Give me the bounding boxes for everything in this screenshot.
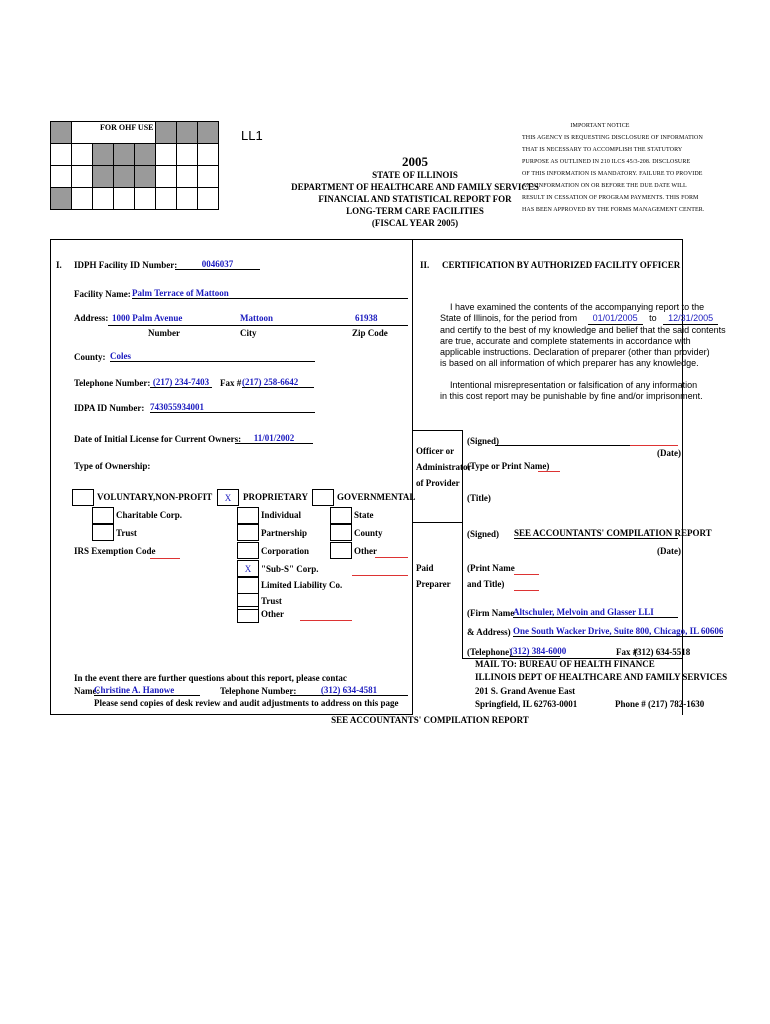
partnership-checkbox[interactable] (237, 524, 259, 541)
zip-caption: Zip Code (352, 328, 388, 338)
office-use-row (51, 166, 219, 188)
cert-line-3: and certify to the best of my knowledge and belief that the said contents (440, 325, 726, 335)
officer-box (413, 430, 463, 523)
fax-value: (217) 258-6642 (242, 377, 314, 388)
officer-date-line (630, 445, 678, 446)
subs-label: "Sub-S" Corp. (261, 564, 319, 574)
mail-phone: Phone # (217) 782-1630 (615, 699, 705, 709)
llc-label: Limited Liability Co. (261, 580, 343, 590)
office-use-cell (198, 166, 219, 188)
street-value: 1000 Palm Avenue (112, 313, 183, 323)
county-label: County: (74, 352, 106, 362)
license-label: Date of Initial License for Current Owners: (74, 434, 242, 444)
mail-line-4: Springfield, IL 62763-0001 (475, 699, 578, 709)
voluntary-label: VOLUNTARY,NON-PROFIT (97, 492, 213, 502)
idpa-value: 743055934001 (150, 402, 315, 413)
notice-line: OF THIS INFORMATION IS MANDATORY. FAILURE TO PROVIDE (522, 171, 703, 177)
title-label: (Title) (467, 493, 491, 503)
officer-date-label: (Date) (657, 448, 681, 458)
mail-line-1: MAIL TO: BUREAU OF HEALTH FINANCE (475, 659, 655, 669)
notice-line: RESULT IN CESSATION OF PROGRAM PAYMENTS. THIS FORM (522, 195, 699, 201)
governmental-checkbox[interactable] (312, 489, 334, 506)
phone-label: Telephone Number: (74, 378, 151, 388)
office-use-cell (93, 166, 114, 188)
firm-address-label: & Address) (467, 627, 511, 637)
office-use-cell (72, 188, 93, 210)
phone-value: (217) 234-7403 (150, 377, 212, 388)
preparer-vline (462, 523, 463, 659)
officer-label-1: Officer or (416, 446, 455, 456)
corporation-label: Corporation (261, 546, 309, 556)
preparer-fax-value: (312) 634-5518 (634, 647, 691, 657)
form-code: LL1 (241, 128, 263, 143)
office-use-cell (177, 188, 198, 210)
firm-name-label: (Firm Name (467, 608, 515, 618)
fiscal-year: (FISCAL YEAR 2005) (371, 218, 459, 228)
cert-line-4: are true, accurate and complete statements in accordance with (440, 336, 691, 346)
report-title: FINANCIAL AND STATISTICAL REPORT FOR (318, 194, 512, 204)
charitable-label: Charitable Corp. (116, 510, 182, 520)
trust2-label: Trust (261, 596, 282, 606)
state-checkbox[interactable] (330, 507, 352, 524)
certification-title: CERTIFICATION BY AUTHORIZED FACILITY OFFICER (442, 260, 681, 270)
office-use-cell (156, 188, 177, 210)
firm-name-value: Altschuler, Melvoin and Glasser LLI (513, 607, 678, 618)
officer-label-2: Administrator (416, 462, 472, 472)
office-use-cell (114, 166, 135, 188)
section1-box (50, 239, 416, 715)
idpa-label: IDPA ID Number: (74, 403, 145, 413)
facility-value: Palm Terrace of Mattoon (132, 288, 408, 299)
dept-title: DEPARTMENT OF HEALTHCARE AND FAMILY SERVICES (291, 182, 539, 192)
address-label: Address: (74, 313, 109, 323)
office-use-cell (156, 166, 177, 188)
notice-title: IMPORTANT NOTICE (570, 123, 630, 129)
preparer-signed-label: (Signed) (467, 529, 500, 539)
office-use-row (51, 144, 219, 166)
other2-line (375, 557, 408, 558)
office-use-cell (156, 122, 177, 144)
other2-checkbox[interactable] (330, 542, 352, 559)
mail-line-2: ILLINOIS DEPT OF HEALTHCARE AND FAMILY SERVICES (475, 672, 728, 682)
other-label: Other (261, 609, 284, 619)
office-use-cell (51, 122, 72, 144)
contact-intro: In the event there are further questions about this report, please contac (74, 673, 347, 683)
section2-num: II. (420, 260, 430, 270)
county-checkbox[interactable] (330, 524, 352, 541)
cert-line-2 (440, 313, 726, 325)
office-use-label: FOR OHF USE (100, 123, 154, 132)
idph-value: 0046037 (175, 259, 260, 270)
office-use-cell (135, 188, 156, 210)
contact-phone-label: Telephone Number: (220, 686, 297, 696)
mail-line-3: 201 S. Grand Avenue East (475, 686, 576, 696)
office-use-cell (177, 166, 198, 188)
office-use-cell (135, 144, 156, 166)
warn-line-2: in this cost report may be punishable by fine and/or imprisonment. (440, 391, 703, 401)
notice-text (522, 132, 704, 216)
firm-address-value: One South Wacker Drive, Suite 800, Chicago, IL 60606 (513, 626, 724, 636)
office-use-cell (156, 144, 177, 166)
send-copies-note: Please send copies of desk review and audit adjustments to address on this page (94, 698, 399, 708)
contact-name-label: Name: (74, 686, 100, 696)
notice-line: THAT IS NECESSARY TO ACCOMPLISH THE STATUTORY (522, 147, 683, 153)
warn-line-1: Intentional misrepresentation or falsification of any information (450, 380, 698, 390)
officer-signed-label: (Signed) (467, 436, 500, 446)
period-to-word: to (649, 313, 657, 323)
facilities-title: LONG-TERM CARE FACILITIES (346, 206, 484, 216)
county-value: Coles (110, 351, 315, 362)
idph-label: IDPH Facility ID Number: (74, 260, 178, 270)
telephone-value: (312) 384-6000 (510, 646, 567, 656)
number-caption: Number (148, 328, 180, 338)
office-use-cell (93, 144, 114, 166)
trust-label: Trust (116, 528, 137, 538)
ownership-label: Type of Ownership: (74, 461, 151, 471)
address-line (108, 325, 408, 326)
cert-line-5: applicable instructions. Declaration of preparer (other than provider) (440, 347, 710, 357)
and-title-line[interactable] (514, 590, 539, 591)
office-use-cell (51, 188, 72, 210)
paid-label-2: Preparer (416, 579, 451, 589)
llc-checkbox[interactable] (237, 577, 259, 594)
print-name-label: (Print Name (467, 563, 515, 573)
corporation-checkbox[interactable] (237, 542, 259, 559)
office-use-cell (135, 166, 156, 188)
other2-label: Other (354, 546, 377, 556)
city-value: Mattoon (240, 313, 273, 323)
office-use-cell (114, 188, 135, 210)
office-use-cell (72, 122, 93, 144)
other-line (300, 620, 352, 621)
facility-label: Facility Name: (74, 289, 131, 299)
certification-text (440, 302, 726, 402)
office-use-cell (93, 188, 114, 210)
governmental-label: GOVERNMENTAL (337, 492, 416, 502)
partnership-label: Partnership (261, 528, 307, 538)
office-use-cell (177, 144, 198, 166)
charitable-checkbox[interactable] (92, 507, 114, 524)
office-use-cell (198, 144, 219, 166)
irs-line (150, 558, 180, 559)
county-label: County (354, 528, 383, 538)
office-use-row (51, 188, 219, 210)
cert-line-1: I have examined the contents of the accompanying report to the (450, 302, 705, 312)
individual-label: Individual (261, 510, 302, 520)
state-label: State (354, 510, 374, 520)
office-use-cell (51, 144, 72, 166)
city-caption: City (240, 328, 257, 338)
proprietary-label: PROPRIETARY (243, 492, 309, 502)
subs-line (352, 575, 408, 576)
trust-checkbox[interactable] (92, 524, 114, 541)
preparer-date-label: (Date) (657, 546, 681, 556)
cert-line-6: is based on all information of which preparer has any knowledge. (440, 358, 699, 368)
footer-compilation: SEE ACCOUNTANTS' COMPILATION REPORT (331, 715, 529, 725)
officer-label-3: of Provider (416, 478, 460, 488)
preparer-fax-label: Fax # (616, 647, 638, 657)
subs-checkbox[interactable]: X (237, 560, 259, 577)
notice-line: PURPOSE AS OUTLINED IN 210 ILCS 45/3-208. DISCLOSURE (522, 159, 691, 165)
notice-line: HAS BEEN APPROVED BY THE FORMS MANAGEMENT CENTER. (522, 207, 705, 213)
section1-num: I. (56, 260, 62, 270)
office-use-cell (177, 122, 198, 144)
print-name-line[interactable] (514, 574, 539, 575)
period-to: 12/31/2005 (663, 313, 718, 325)
office-use-cell (72, 144, 93, 166)
license-value: 11/01/2002 (235, 433, 313, 444)
office-use-grid (50, 121, 219, 210)
other-checkbox[interactable] (237, 606, 259, 623)
notice-line: THIS AGENCY IS REQUESTING DISCLOSURE OF INFORMATION (522, 135, 703, 141)
contact-name-value: Christine A. Hanowe (94, 685, 200, 696)
report-year: 2005 (402, 154, 428, 169)
proprietary-checkbox[interactable]: X (217, 489, 239, 506)
office-use-cell (198, 188, 219, 210)
zip-value: 61938 (355, 313, 378, 323)
paid-label-1: Paid (416, 563, 434, 573)
irs-label: IRS Exemption Code (74, 546, 156, 556)
state-title: STATE OF ILLINOIS (372, 170, 458, 180)
telephone-label: (Telephone) (467, 647, 513, 657)
period-from: 01/01/2005 (588, 313, 643, 325)
type-name-line[interactable] (538, 471, 560, 472)
notice-line: ANY INFORMATION ON OR BEFORE THE DUE DATE WILL (522, 183, 687, 189)
office-use-cell (72, 166, 93, 188)
and-title-label: and Title) (467, 579, 505, 589)
compilation-note: SEE ACCOUNTANTS' COMPILATION REPORT (514, 528, 712, 538)
type-name-label: (Type or Print Name) (467, 461, 550, 471)
individual-checkbox[interactable] (237, 507, 259, 524)
fax-label: Fax # (220, 378, 242, 388)
office-use-cell (51, 166, 72, 188)
contact-phone-value: (312) 634-4581 (290, 685, 408, 696)
voluntary-checkbox[interactable] (72, 489, 94, 506)
cert-period-label: State of Illinois, for the period from (440, 313, 578, 323)
office-use-cell (114, 144, 135, 166)
office-use-cell (198, 122, 219, 144)
